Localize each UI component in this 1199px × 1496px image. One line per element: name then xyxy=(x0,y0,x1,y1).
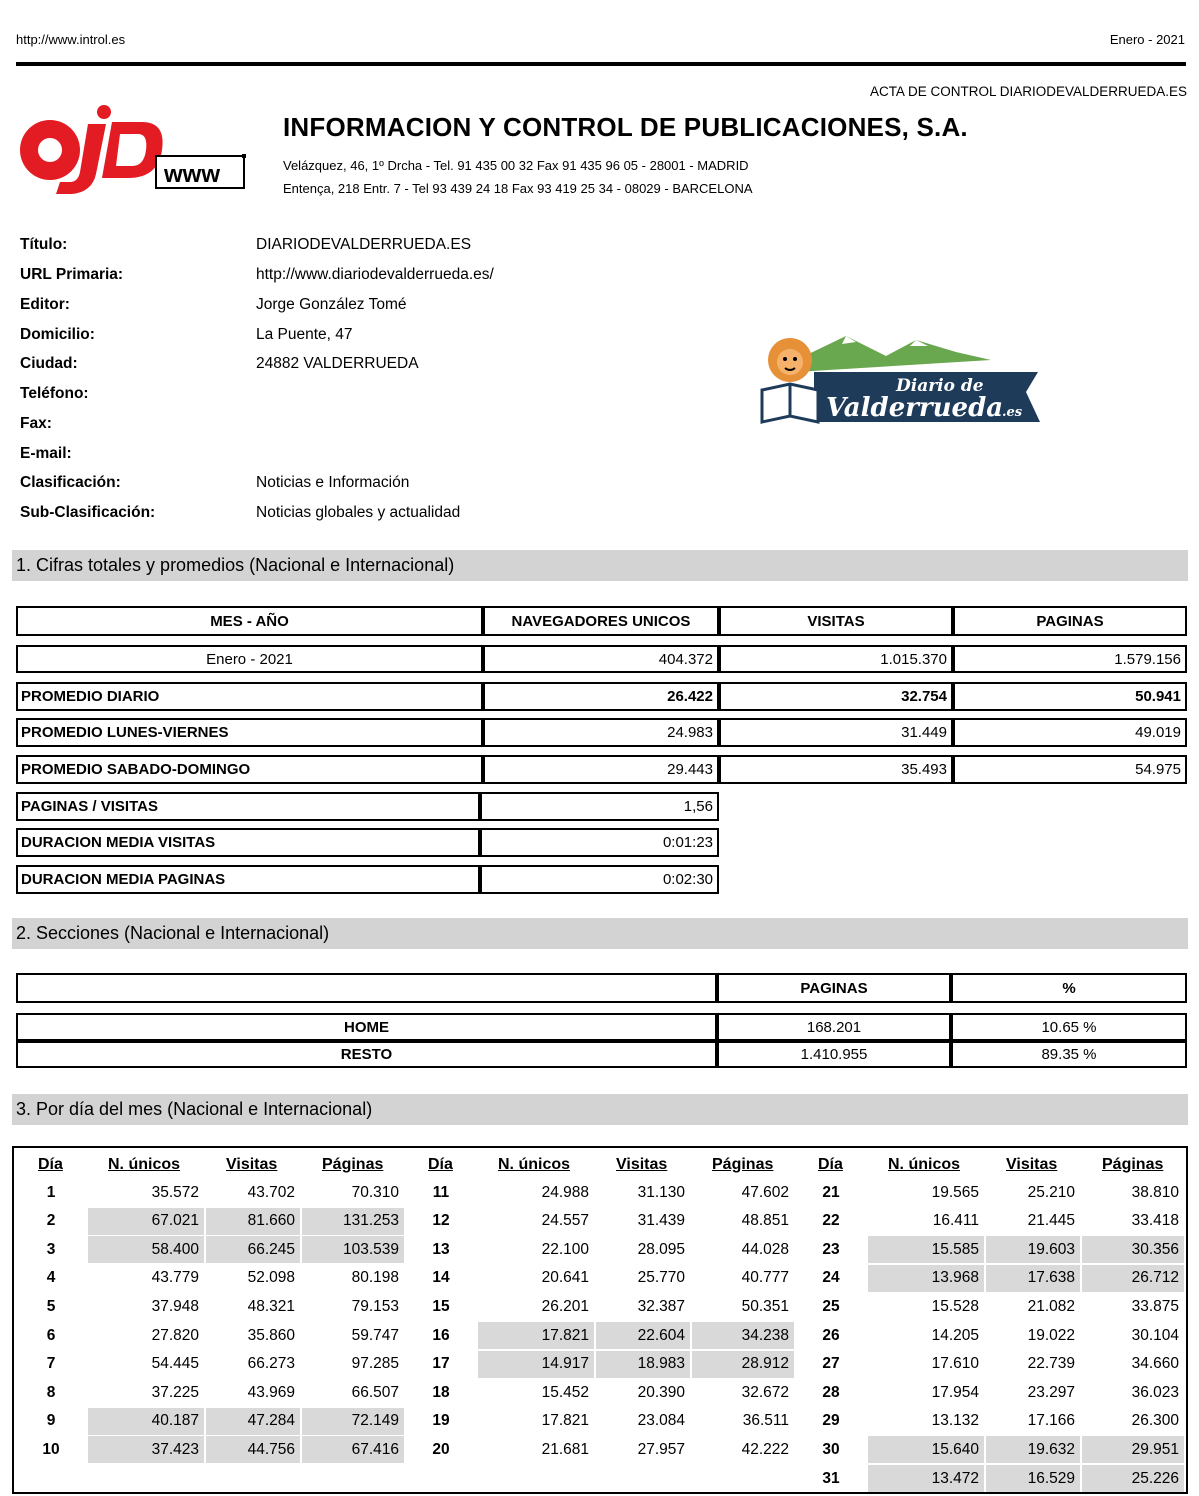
daily-cell-visitas: 81.660 xyxy=(206,1208,300,1235)
daily-cell-dia: 3 xyxy=(46,1240,56,1258)
daily-cell-paginas: 34.660 xyxy=(1131,1355,1179,1373)
daily-cell-unicos: 15.452 xyxy=(541,1383,589,1401)
s1-dp-value: 0:02:30 xyxy=(480,865,719,894)
header-rule xyxy=(16,62,1186,66)
daily-cell-paginas: 30.356 xyxy=(1082,1236,1184,1263)
s1-month-unicos: 404.372 xyxy=(483,645,719,673)
s1-header-paginas: PAGINAS xyxy=(953,606,1187,636)
label-ciudad: Ciudad: xyxy=(20,355,78,372)
daily-cell-visitas: 23.084 xyxy=(637,1412,685,1430)
daily-cell-visitas: 48.321 xyxy=(247,1297,295,1315)
daily-cell-unicos: 15.528 xyxy=(931,1297,979,1315)
s1-month-label: Enero - 2021 xyxy=(16,645,483,673)
daily-header-dia: Día xyxy=(38,1156,63,1173)
s1-header-visitas: VISITAS xyxy=(719,606,953,636)
label-telefono: Teléfono: xyxy=(20,385,89,402)
daily-cell-dia: 12 xyxy=(432,1212,450,1230)
address-barcelona: Entença, 218 Entr. 7 - Tel 93 439 24 18 Fax 93 419 25 34 - 08029 - BARCELONA xyxy=(283,181,753,196)
daily-cell-unicos: 17.821 xyxy=(541,1412,589,1430)
section3-title: 3. Por día del mes (Nacional e Internacional) xyxy=(16,1099,373,1119)
logo-line1: Diario de xyxy=(896,376,984,396)
daily-cell-dia: 22 xyxy=(822,1212,840,1230)
daily-header-visitas: Visitas xyxy=(226,1156,278,1173)
s2-home-paginas: 168.201 xyxy=(717,1013,951,1041)
daily-cell-paginas: 26.712 xyxy=(1082,1265,1184,1292)
daily-cell-unicos: 43.779 xyxy=(151,1269,199,1287)
daily-cell-unicos: 17.821 xyxy=(478,1322,594,1349)
section1-title: 1. Cifras totales y promedios (Nacional e Internacional) xyxy=(16,555,455,575)
daily-cell-visitas: 19.603 xyxy=(986,1236,1080,1263)
label-titulo: Título: xyxy=(20,236,68,253)
value-clasificacion: Noticias e Información xyxy=(256,474,410,491)
s1-dv-value: 0:01:23 xyxy=(480,828,719,857)
daily-cell-paginas: 67.416 xyxy=(302,1436,404,1463)
daily-cell-dia: 4 xyxy=(46,1269,56,1287)
daily-cell-dia: 10 xyxy=(42,1440,60,1458)
daily-cell-unicos: 21.681 xyxy=(541,1440,589,1458)
daily-cell-paginas: 29.951 xyxy=(1082,1436,1184,1463)
s1-pv-label: PAGINAS / VISITAS xyxy=(16,792,480,821)
s1-sd-visitas: 35.493 xyxy=(719,755,953,784)
s1-pv-value: 1,56 xyxy=(480,792,719,821)
daily-cell-visitas: 32.387 xyxy=(637,1297,685,1315)
daily-cell-unicos: 13.968 xyxy=(868,1265,984,1292)
daily-cell-paginas: 42.222 xyxy=(741,1440,789,1458)
daily-cell-unicos: 17.610 xyxy=(931,1355,979,1373)
daily-cell-paginas: 80.198 xyxy=(351,1269,399,1287)
daily-cell-visitas: 17.638 xyxy=(986,1265,1080,1292)
daily-cell-dia: 29 xyxy=(822,1412,840,1430)
s1-pd-visitas: 32.754 xyxy=(719,682,953,711)
s2-home-pct: 10.65 % xyxy=(951,1013,1187,1041)
s1-dp-label: DURACION MEDIA PAGINAS xyxy=(16,865,480,894)
valderrueda-logo xyxy=(756,330,1046,430)
daily-cell-paginas: 59.747 xyxy=(351,1326,399,1344)
s1-header-mes: MES - AÑO xyxy=(16,606,483,636)
daily-cell-dia: 27 xyxy=(822,1355,840,1373)
daily-cell-unicos: 14.917 xyxy=(478,1351,594,1378)
daily-cell-unicos: 26.201 xyxy=(541,1297,589,1315)
daily-header-paginas: Páginas xyxy=(322,1156,384,1173)
section1-bar xyxy=(12,550,1188,581)
ojd-www-text: www xyxy=(164,161,221,188)
daily-cell-visitas: 21.082 xyxy=(1027,1297,1075,1315)
daily-cell-unicos: 58.400 xyxy=(88,1236,204,1263)
daily-cell-visitas: 19.022 xyxy=(1027,1326,1075,1344)
daily-cell-paginas: 66.507 xyxy=(351,1383,399,1401)
daily-cell-visitas: 25.210 xyxy=(1027,1183,1075,1201)
daily-header-paginas: Páginas xyxy=(1102,1156,1164,1173)
daily-cell-visitas: 31.130 xyxy=(637,1183,685,1201)
section2-bar xyxy=(12,918,1188,949)
daily-header-unicos: N. únicos xyxy=(498,1156,571,1173)
daily-cell-visitas: 17.166 xyxy=(1027,1412,1075,1430)
label-clasificacion: Clasificación: xyxy=(20,474,121,491)
daily-cell-visitas: 20.390 xyxy=(637,1383,685,1401)
daily-cell-dia: 9 xyxy=(46,1412,56,1430)
daily-cell-unicos: 37.423 xyxy=(88,1436,204,1463)
s1-sd-unicos: 29.443 xyxy=(483,755,719,784)
daily-cell-unicos: 24.557 xyxy=(541,1212,589,1230)
daily-cell-dia: 19 xyxy=(432,1412,450,1430)
daily-cell-dia: 13 xyxy=(432,1240,450,1258)
daily-cell-visitas: 19.632 xyxy=(986,1436,1080,1463)
s2-resto-name: RESTO xyxy=(16,1041,717,1068)
daily-cell-dia: 24 xyxy=(822,1269,840,1287)
daily-cell-visitas: 35.860 xyxy=(247,1326,295,1344)
daily-cell-paginas: 70.310 xyxy=(351,1183,399,1201)
daily-cell-unicos: 16.411 xyxy=(932,1212,979,1230)
daily-cell-dia: 14 xyxy=(432,1269,450,1287)
s2-resto-paginas: 1.410.955 xyxy=(717,1041,951,1068)
daily-cell-dia: 21 xyxy=(822,1183,840,1201)
daily-cell-paginas: 33.875 xyxy=(1131,1297,1179,1315)
logo-line2: Valderrueda xyxy=(826,393,1004,423)
daily-cell-paginas: 28.912 xyxy=(692,1351,794,1378)
s1-sd-paginas: 54.975 xyxy=(953,755,1187,784)
daily-cell-visitas: 22.739 xyxy=(1027,1355,1075,1373)
daily-cell-unicos: 13.132 xyxy=(931,1412,979,1430)
s1-lv-unicos: 24.983 xyxy=(483,718,719,747)
s2-resto-pct: 89.35 % xyxy=(951,1041,1187,1068)
daily-cell-visitas: 52.098 xyxy=(247,1269,295,1287)
daily-cell-dia: 23 xyxy=(822,1240,840,1258)
daily-cell-paginas: 97.285 xyxy=(351,1355,399,1373)
daily-cell-paginas: 36.511 xyxy=(742,1412,789,1430)
daily-header-unicos: N. únicos xyxy=(108,1156,181,1173)
daily-cell-paginas: 32.672 xyxy=(741,1383,789,1401)
daily-cell-dia: 28 xyxy=(822,1383,840,1401)
daily-cell-dia: 20 xyxy=(432,1440,450,1458)
daily-cell-unicos: 24.988 xyxy=(541,1183,589,1201)
daily-cell-visitas: 31.439 xyxy=(637,1212,685,1230)
s1-lv-label: PROMEDIO LUNES-VIERNES xyxy=(16,718,483,747)
value-subclasificacion: Noticias globales y actualidad xyxy=(256,504,461,521)
daily-cell-visitas: 47.284 xyxy=(206,1408,300,1435)
label-subclasificacion: Sub-Clasificación: xyxy=(20,504,156,521)
daily-cell-dia: 18 xyxy=(432,1383,450,1401)
daily-cell-dia: 15 xyxy=(432,1297,450,1315)
daily-cell-dia: 30 xyxy=(822,1440,840,1458)
daily-cell-visitas: 66.245 xyxy=(206,1236,300,1263)
daily-cell-unicos: 22.100 xyxy=(541,1240,589,1258)
s2-home-name: HOME xyxy=(16,1013,717,1041)
daily-cell-paginas: 25.226 xyxy=(1082,1465,1184,1492)
daily-cell-dia: 1 xyxy=(46,1183,56,1201)
daily-cell-paginas: 47.602 xyxy=(741,1183,789,1201)
daily-cell-paginas: 44.028 xyxy=(741,1240,789,1258)
daily-cell-visitas: 43.702 xyxy=(247,1183,295,1201)
daily-cell-unicos: 13.472 xyxy=(868,1465,984,1492)
daily-cell-dia: 25 xyxy=(822,1297,840,1315)
daily-cell-visitas: 16.529 xyxy=(986,1465,1080,1492)
daily-cell-visitas: 44.756 xyxy=(206,1436,300,1463)
daily-cell-unicos: 67.021 xyxy=(88,1208,204,1235)
daily-cell-dia: 5 xyxy=(46,1297,56,1315)
daily-header-paginas: Páginas xyxy=(712,1156,774,1173)
daily-cell-dia: 8 xyxy=(46,1383,56,1401)
daily-cell-unicos: 54.445 xyxy=(151,1355,199,1373)
s1-month-visitas: 1.015.370 xyxy=(719,645,953,673)
ojd-logo xyxy=(16,104,251,200)
daily-cell-unicos: 14.205 xyxy=(931,1326,979,1344)
daily-cell-paginas: 79.153 xyxy=(351,1297,399,1315)
daily-cell-visitas: 43.969 xyxy=(247,1383,295,1401)
daily-cell-paginas: 40.777 xyxy=(741,1269,789,1287)
daily-cell-paginas: 72.149 xyxy=(302,1408,404,1435)
daily-cell-paginas: 48.851 xyxy=(741,1212,789,1230)
header-url: http://www.introl.es xyxy=(16,32,126,47)
s2-header-blank xyxy=(16,973,717,1003)
daily-cell-visitas: 28.095 xyxy=(637,1240,685,1258)
daily-cell-unicos: 17.954 xyxy=(931,1383,979,1401)
daily-cell-unicos: 15.585 xyxy=(868,1236,984,1263)
daily-cell-unicos: 40.187 xyxy=(88,1408,204,1435)
daily-cell-paginas: 131.253 xyxy=(302,1208,404,1235)
daily-header-dia: Día xyxy=(818,1156,843,1173)
daily-cell-paginas: 26.300 xyxy=(1131,1412,1179,1430)
daily-cell-visitas: 22.604 xyxy=(596,1322,690,1349)
daily-cell-unicos: 20.641 xyxy=(541,1269,589,1287)
s1-month-paginas: 1.579.156 xyxy=(953,645,1187,673)
daily-header-unicos: N. únicos xyxy=(888,1156,961,1173)
section3-bar xyxy=(12,1094,1188,1125)
daily-cell-visitas: 66.273 xyxy=(247,1355,295,1373)
daily-cell-paginas: 36.023 xyxy=(1131,1383,1179,1401)
daily-cell-paginas: 33.418 xyxy=(1131,1212,1179,1230)
label-domicilio: Domicilio: xyxy=(20,326,95,343)
daily-cell-unicos: 15.640 xyxy=(868,1436,984,1463)
daily-cell-unicos: 37.948 xyxy=(151,1297,199,1315)
s1-dv-label: DURACION MEDIA VISITAS xyxy=(16,828,480,857)
value-titulo: DIARIODEVALDERRUEDA.ES xyxy=(256,236,472,253)
s1-pd-paginas: 50.941 xyxy=(953,682,1187,711)
daily-cell-visitas: 25.770 xyxy=(637,1269,685,1287)
header-period: Enero - 2021 xyxy=(1109,32,1185,47)
acta-title: ACTA DE CONTROL DIARIODEVALDERRUEDA.ES xyxy=(869,84,1187,99)
daily-cell-dia: 2 xyxy=(46,1212,56,1230)
daily-cell-dia: 7 xyxy=(46,1355,56,1373)
daily-cell-visitas: 18.983 xyxy=(596,1351,690,1378)
s1-sd-label: PROMEDIO SABADO-DOMINGO xyxy=(16,755,483,784)
section2-title: 2. Secciones (Nacional e Internacional) xyxy=(16,923,330,943)
label-editor: Editor: xyxy=(20,296,70,313)
daily-cell-visitas: 21.445 xyxy=(1027,1212,1075,1230)
daily-cell-unicos: 19.565 xyxy=(931,1183,979,1201)
address-madrid: Velázquez, 46, 1º Drcha - Tel. 91 435 00 32 Fax 91 435 96 05 - 28001 - MADRID xyxy=(283,158,749,173)
daily-cell-paginas: 30.104 xyxy=(1131,1326,1179,1344)
s2-header-paginas: PAGINAS xyxy=(717,973,951,1003)
label-email: E-mail: xyxy=(20,445,72,462)
daily-cell-dia: 6 xyxy=(46,1326,56,1344)
daily-cell-unicos: 35.572 xyxy=(151,1183,199,1201)
daily-cell-unicos: 27.820 xyxy=(151,1326,199,1344)
logo-suffix: .es xyxy=(1002,405,1023,420)
s2-header-pct: % xyxy=(951,973,1187,1003)
daily-cell-dia: 11 xyxy=(432,1183,450,1201)
daily-header-visitas: Visitas xyxy=(1006,1156,1058,1173)
daily-cell-unicos: 37.225 xyxy=(151,1383,199,1401)
daily-cell-dia: 31 xyxy=(822,1469,840,1487)
daily-cell-paginas: 38.810 xyxy=(1131,1183,1179,1201)
daily-cell-dia: 16 xyxy=(432,1326,450,1344)
s1-header-unicos: NAVEGADORES UNICOS xyxy=(483,606,719,636)
company-name: INFORMACION Y CONTROL DE PUBLICACIONES, S.A. xyxy=(283,112,968,142)
value-domicilio: La Puente, 47 xyxy=(256,326,353,343)
daily-cell-dia: 17 xyxy=(432,1355,450,1373)
daily-cell-paginas: 50.351 xyxy=(741,1297,789,1315)
daily-cell-paginas: 34.238 xyxy=(692,1322,794,1349)
label-url: URL Primaria: xyxy=(20,266,124,283)
s1-pd-label: PROMEDIO DIARIO xyxy=(16,682,483,711)
daily-cell-paginas: 103.539 xyxy=(302,1236,404,1263)
value-url[interactable]: http://www.diariodevalderrueda.es/ xyxy=(256,266,494,283)
s1-lv-paginas: 49.019 xyxy=(953,718,1187,747)
value-ciudad: 24882 VALDERRUEDA xyxy=(256,355,419,372)
daily-cell-dia: 26 xyxy=(822,1326,840,1344)
daily-cell-visitas: 23.297 xyxy=(1027,1383,1075,1401)
s1-pd-unicos: 26.422 xyxy=(483,682,719,711)
daily-cell-visitas: 27.957 xyxy=(637,1440,685,1458)
s1-lv-visitas: 31.449 xyxy=(719,718,953,747)
daily-header-dia: Día xyxy=(428,1156,453,1173)
daily-header-visitas: Visitas xyxy=(616,1156,668,1173)
label-fax: Fax: xyxy=(20,415,52,432)
value-editor: Jorge González Tomé xyxy=(256,296,407,313)
